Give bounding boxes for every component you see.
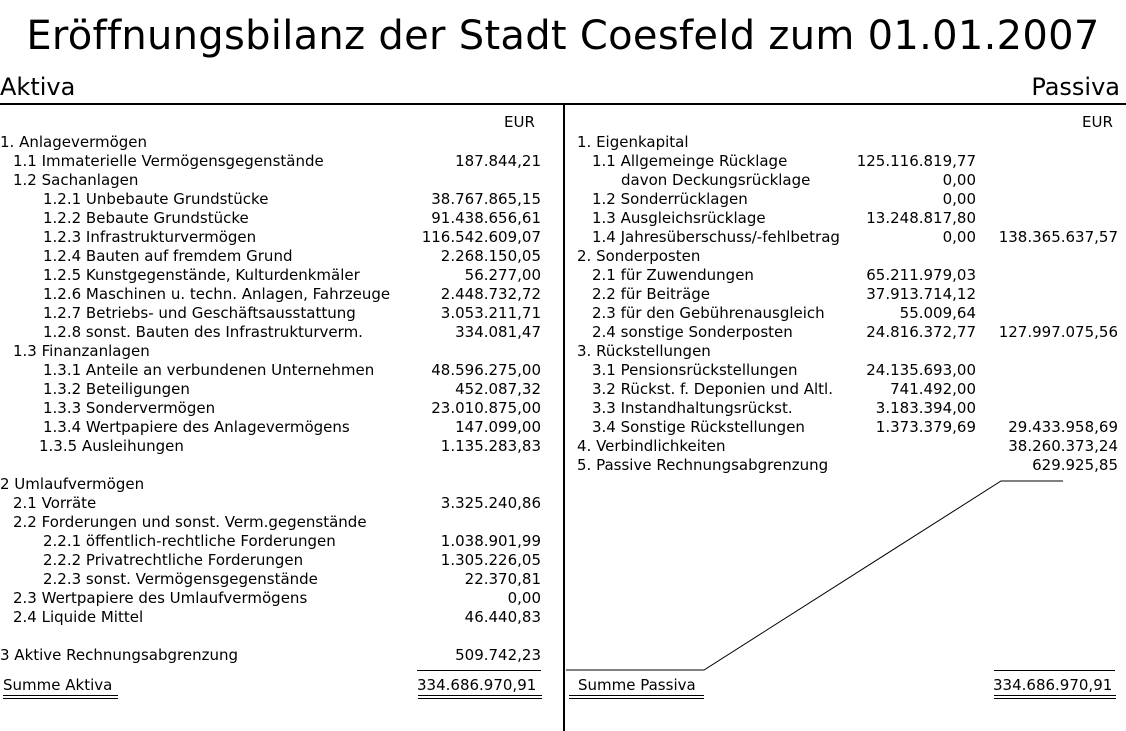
aktiva-row-label: 1.3.4 Wertpapiere des Anlagevermögens	[43, 418, 350, 436]
aktiva-row-value: 334.081,47	[455, 323, 541, 341]
aktiva-row-value: 56.277,00	[464, 266, 541, 284]
passiva-row-total: 29.433.958,69	[1008, 418, 1118, 436]
passiva-row-value: 0,00	[942, 228, 976, 246]
aktiva-row-label: 2.2 Forderungen und sonst. Verm.gegenstände	[13, 513, 367, 531]
passiva-sum-value-underline	[994, 695, 1116, 699]
passiva-row-label: 2.1 für Zuwendungen	[592, 266, 754, 284]
aktiva-row-label: 2.2.3 sonst. Vermögensgegenstände	[43, 570, 318, 588]
passiva-row-label: 5. Passive Rechnungsabgrenzung	[577, 456, 829, 474]
passiva-row-label: 3. Rückstellungen	[577, 342, 711, 360]
aktiva-row-label: 1.2.3 Infrastrukturvermögen	[43, 228, 257, 246]
aktiva-row-value: 91.438.656,61	[431, 209, 541, 227]
passiva-row-total: 138.365.637,57	[998, 228, 1118, 246]
aktiva-row-label: 1.3.5 Ausleihungen	[39, 437, 184, 455]
aktiva-row-label: 3 Aktive Rechnungsabgrenzung	[0, 646, 238, 664]
passiva-row-label: 1.3 Ausgleichsrücklage	[592, 209, 766, 227]
center-divider	[563, 103, 565, 731]
aktiva-row-label: 1.1 Immaterielle Vermögensgegenstände	[13, 152, 324, 170]
aktiva-row-value: 1.135.283,83	[440, 437, 541, 455]
aktiva-row-value: 3.053.211,71	[440, 304, 541, 322]
aktiva-row-value: 1.305.226,05	[440, 551, 541, 569]
passiva-row-value: 125.116.819,77	[856, 152, 976, 170]
passiva-row-label: 1.2 Sonderrücklagen	[592, 190, 748, 208]
passiva-sum-label: Summe Passiva	[578, 676, 696, 694]
passiva-row-value: 3.183.394,00	[875, 399, 976, 417]
passiva-row-value: 55.009,64	[899, 304, 976, 322]
aktiva-row-label: 1.2.5 Kunstgegenstände, Kulturdenkmäler	[43, 266, 360, 284]
passiva-sum-label-underline	[569, 695, 704, 699]
passiva-row-value: 37.913.714,12	[866, 285, 976, 303]
passiva-row-label: 2.3 für den Gebührenausgleich	[592, 304, 825, 322]
aktiva-row-value: 0,00	[507, 589, 541, 607]
aktiva-row-value: 48.596.275,00	[431, 361, 541, 379]
aktiva-row-label: 2.2.2 Privatrechtliche Forderungen	[43, 551, 304, 569]
aktiva-sum-value-underline	[418, 695, 542, 699]
aktiva-row-value: 38.767.865,15	[431, 190, 541, 208]
aktiva-row-value: 23.010.875,00	[431, 399, 541, 417]
aktiva-sum-label-underline	[3, 695, 118, 699]
aktiva-row-label: 2.1 Vorräte	[13, 494, 97, 512]
passiva-currency: EUR	[1082, 113, 1113, 131]
aktiva-currency: EUR	[504, 113, 535, 131]
passiva-row-value: 24.135.693,00	[866, 361, 976, 379]
passiva-row-value: 0,00	[942, 190, 976, 208]
aktiva-row-value: 2.268.150,05	[440, 247, 541, 265]
aktiva-row-label: 1.3.2 Beteiligungen	[43, 380, 190, 398]
passiva-sum-value: 334.686.970,91	[993, 676, 1113, 694]
aktiva-row-label: 2 Umlaufvermögen	[0, 475, 145, 493]
aktiva-row-value: 147.099,00	[455, 418, 541, 436]
passiva-row-value: 65.211.979,03	[866, 266, 976, 284]
passiva-row-label: 4. Verbindlichkeiten	[577, 437, 726, 455]
aktiva-row-label: 1.2.6 Maschinen u. techn. Anlagen, Fahrzeuge	[43, 285, 391, 303]
passiva-row-label: 2.4 sonstige Sonderposten	[592, 323, 793, 341]
passiva-header: Passiva	[1031, 73, 1120, 101]
aktiva-row-label: 1.2.7 Betriebs- und Geschäftsausstattung	[43, 304, 356, 322]
aktiva-row-label: 1.2.2 Bebaute Grundstücke	[43, 209, 249, 227]
passiva-row-label: 3.3 Instandhaltungsrückst.	[592, 399, 793, 417]
aktiva-sum-rule	[417, 670, 541, 671]
aktiva-row-label: 2.4 Liquide Mittel	[13, 608, 144, 626]
aktiva-row-label: 1.3 Finanzanlagen	[13, 342, 150, 360]
aktiva-header: Aktiva	[0, 73, 76, 101]
passiva-row-label: 1.4 Jahresüberschuss/-fehlbetrag	[592, 228, 840, 246]
passiva-row-value: 13.248.817,80	[866, 209, 976, 227]
aktiva-row-label: 2.3 Wertpapiere des Umlaufvermögens	[13, 589, 308, 607]
aktiva-row-value: 22.370,81	[464, 570, 541, 588]
passiva-row-total: 629.925,85	[1032, 456, 1118, 474]
passiva-row-label: 2.2 für Beiträge	[592, 285, 711, 303]
aktiva-row-value: 2.448.732,72	[440, 285, 541, 303]
aktiva-row-label: 2.2.1 öffentlich-rechtliche Forderungen	[43, 532, 336, 550]
aktiva-row-value: 3.325.240,86	[440, 494, 541, 512]
passiva-row-value: 24.816.372,77	[866, 323, 976, 341]
aktiva-row-value: 509.742,23	[455, 646, 541, 664]
passiva-row-label: davon Deckungsrücklage	[621, 171, 811, 189]
passiva-row-label: 2. Sonderposten	[577, 247, 701, 265]
passiva-row-total: 127.997.075,56	[998, 323, 1118, 341]
passiva-sum-rule	[994, 670, 1115, 671]
aktiva-row-label: 1.2.8 sonst. Bauten des Infrastrukturverm.	[43, 323, 363, 341]
aktiva-row-label: 1.2 Sachanlagen	[13, 171, 139, 189]
aktiva-row-label: 1.3.1 Anteile an verbundenen Unternehmen	[43, 361, 375, 379]
aktiva-row-label: 1.3.3 Sondervermögen	[43, 399, 216, 417]
aktiva-sum-label: Summe Aktiva	[3, 676, 113, 694]
aktiva-row-value: 116.542.609,07	[421, 228, 541, 246]
aktiva-sum-value: 334.686.970,91	[417, 676, 537, 694]
passiva-row-label: 3.1 Pensionsrückstellungen	[592, 361, 798, 379]
aktiva-row-value: 1.038.901,99	[440, 532, 541, 550]
passiva-row-value: 0,00	[942, 171, 976, 189]
passiva-row-total: 38.260.373,24	[1008, 437, 1118, 455]
aktiva-row-value: 46.440,83	[464, 608, 541, 626]
aktiva-row-label: 1.2.1 Unbebaute Grundstücke	[43, 190, 269, 208]
aktiva-row-label: 1. Anlagevermögen	[0, 133, 148, 151]
passiva-row-value: 1.373.379,69	[875, 418, 976, 436]
passiva-row-label: 1.1 Allgemeinge Rücklage	[592, 152, 788, 170]
page-title: Eröffnungsbilanz der Stadt Coesfeld zum 01.01.2007	[26, 13, 1100, 59]
passiva-row-label: 3.4 Sonstige Rückstellungen	[592, 418, 805, 436]
passiva-row-label: 3.2 Rückst. f. Deponien und Altl.	[592, 380, 833, 398]
aktiva-row-value: 187.844,21	[455, 152, 541, 170]
aktiva-row-value: 452.087,32	[455, 380, 541, 398]
passiva-row-value: 741.492,00	[890, 380, 976, 398]
aktiva-row-label: 1.2.4 Bauten auf fremdem Grund	[43, 247, 293, 265]
passiva-row-label: 1. Eigenkapital	[577, 133, 689, 151]
